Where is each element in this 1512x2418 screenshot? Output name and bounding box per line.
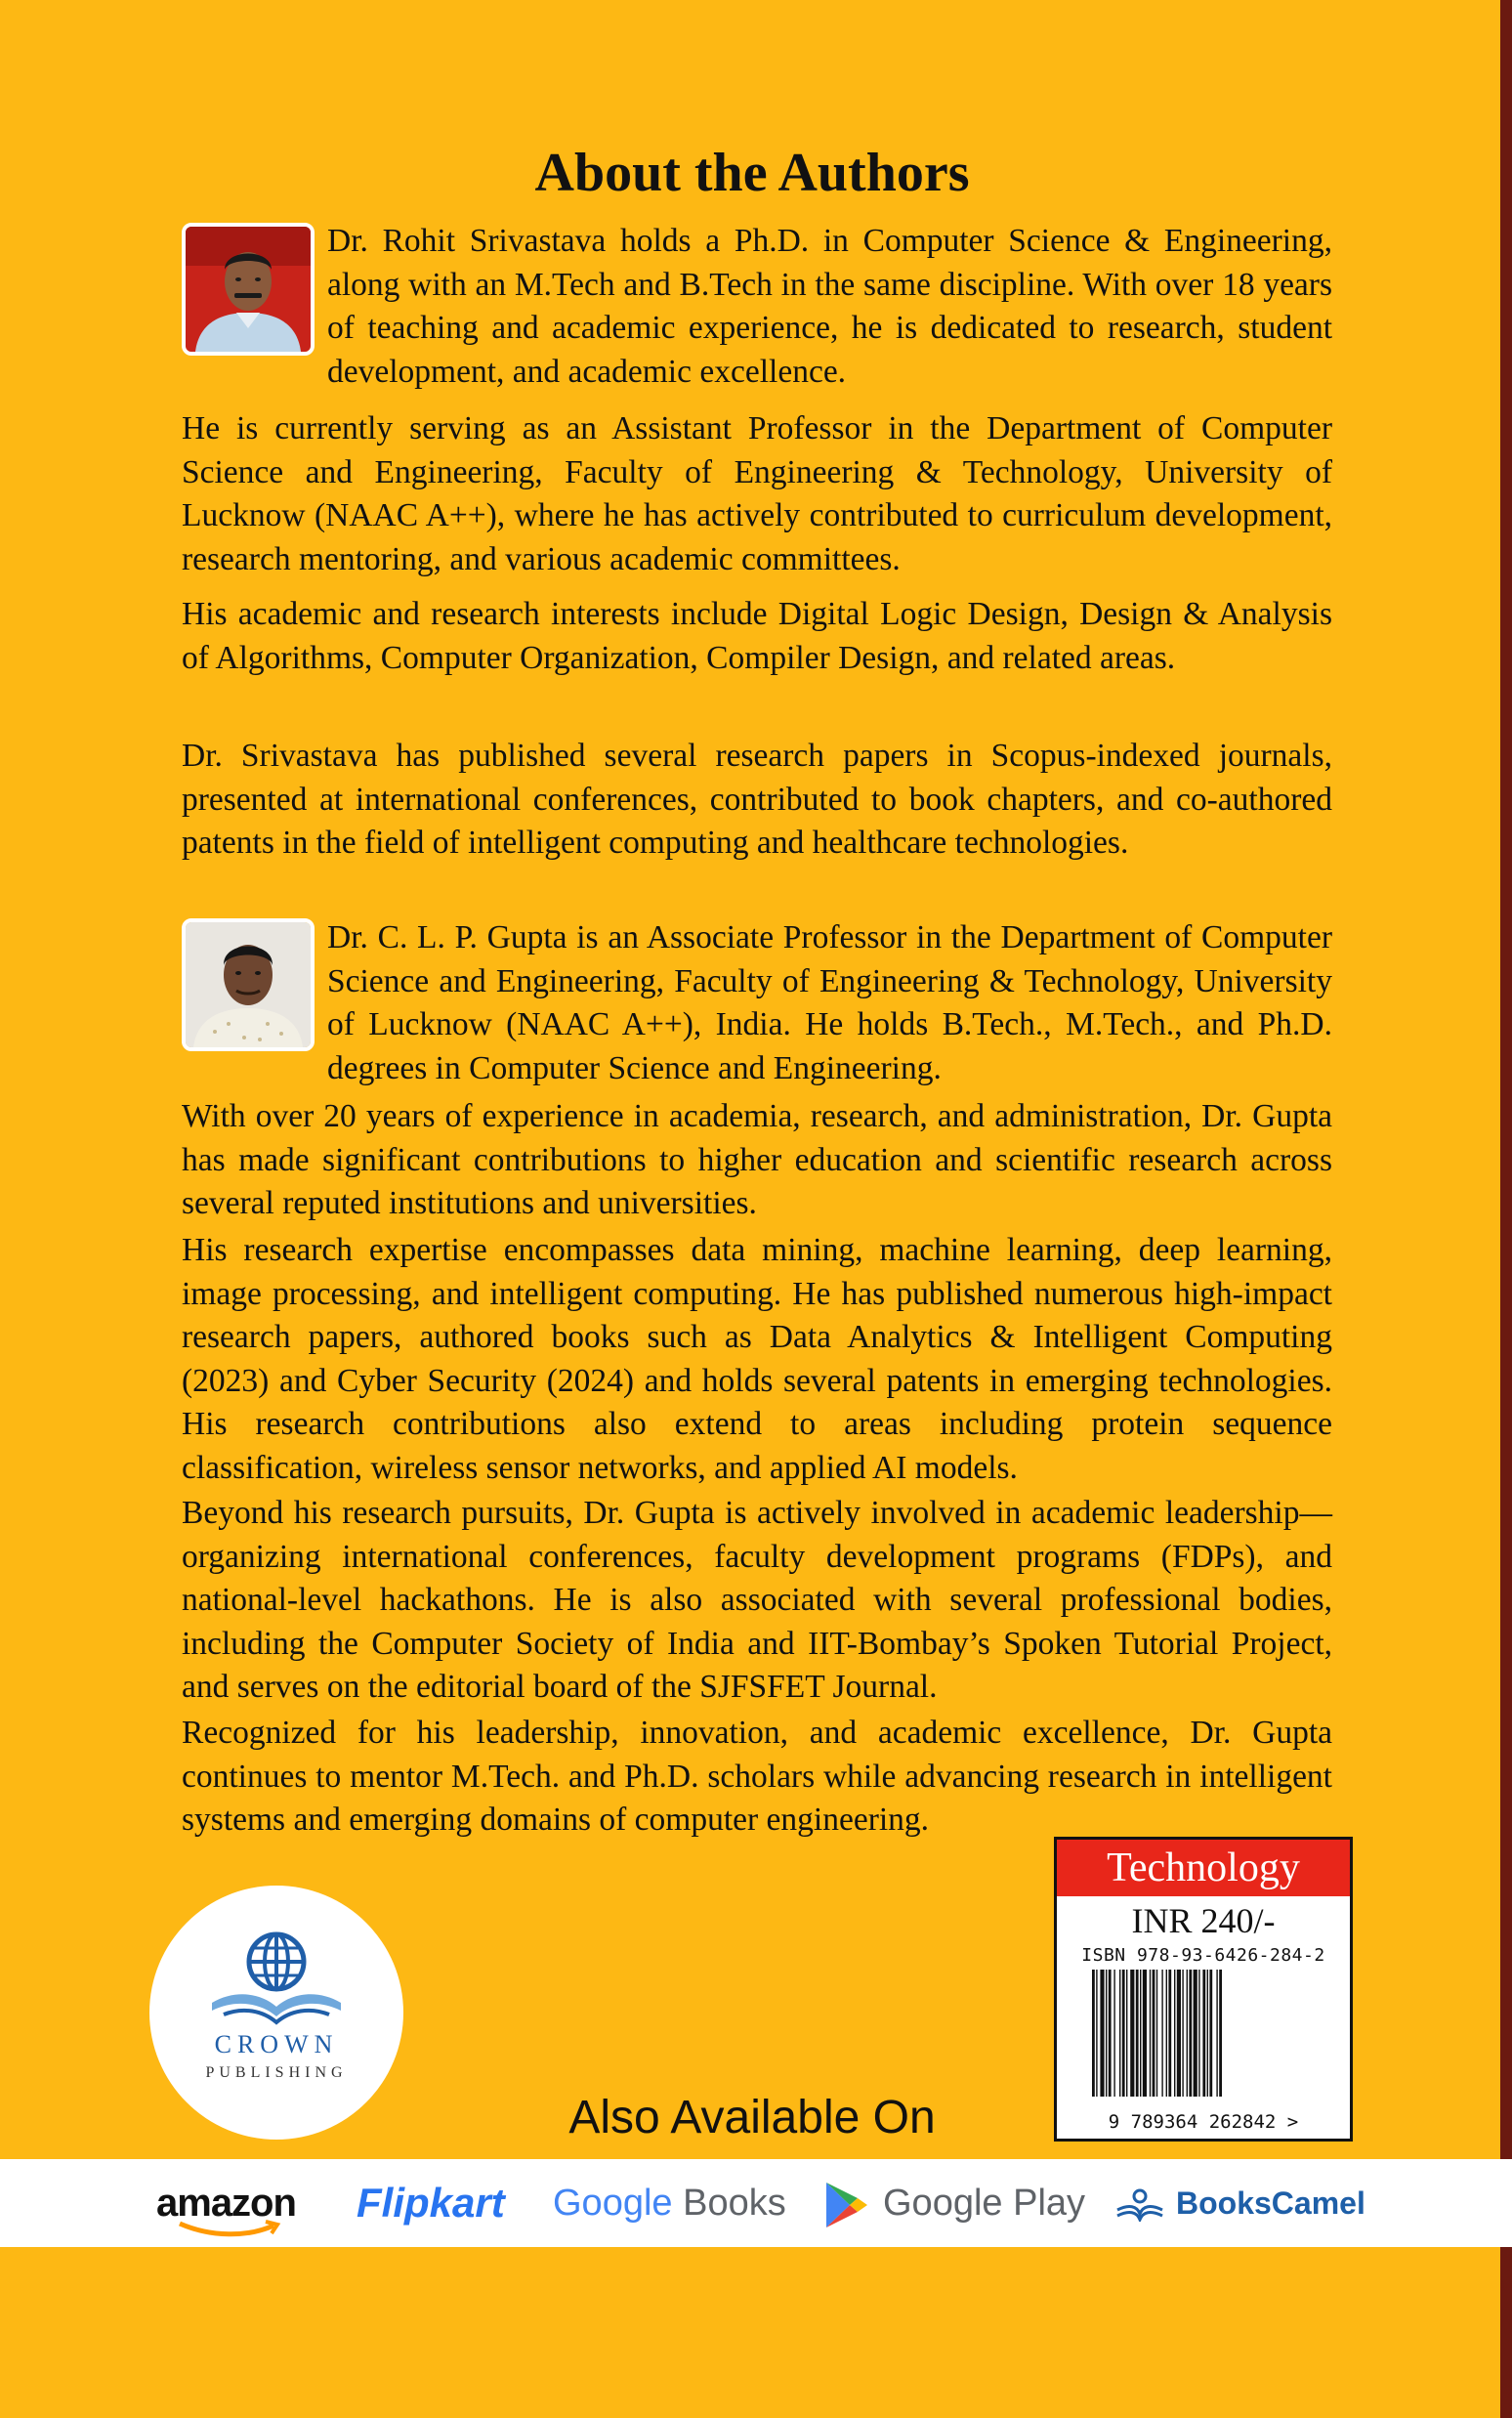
- barcode-bar: [1207, 1970, 1208, 2097]
- barcode-bar: [1161, 1970, 1162, 2097]
- barcode-bar: [1182, 1970, 1183, 2097]
- barcode-bar: [1130, 1970, 1134, 2097]
- author2-bio-leadership: Beyond his research pursuits, Dr. Gupta is actively involved in academic leadership—organizing international conferences, faculty development programs (FDPs), and national-level hackathons. He is also associated with several professional bodies, including the Computer Society of India and IIT-Bombay’s Spoken Tutorial Project, and serves on the editorial board of the SJFSFET Journal.: [182, 1495, 1332, 1705]
- availability-label: Also Available On: [568, 2092, 936, 2143]
- barcode-bar: [1189, 1970, 1192, 2097]
- price-label: INR 240/-: [1131, 1901, 1276, 1940]
- google-play-icon: [822, 2181, 869, 2229]
- barcode-bar: [1194, 1970, 1197, 2097]
- author2-bio-recognition: Recognized for his leadership, innovation, and academic excellence, Dr. Gupta continues to mentor M.Tech. and Ph.D. scholars while advancing research in intelligent systems and emerging domains of computer engineering.: [182, 1715, 1332, 1838]
- barcode-bar: [1092, 1970, 1095, 2097]
- isbn-label: ISBN 978-93-6426-284-2: [1081, 1945, 1325, 1966]
- amazon-smile-icon: [176, 2220, 283, 2237]
- barcode-bar: [1209, 1970, 1212, 2097]
- barcode-bar: [1126, 1970, 1127, 2097]
- author2-bio-intro: Dr. C. L. P. Gupta is an Associate Professor in the Department of Computer Science and Engineering, Faculty of Engineering & Technology, University of Lucknow (NAAC A++), India. He holds B.Tech., M.Tech., and Ph.D. degrees in Computer Science and Engineering.: [327, 919, 1332, 1086]
- barcode-bar: [1100, 1970, 1104, 2097]
- author1-bio-publications: Dr. Srivastava has published several research papers in Scopus-indexed journals, presented at international conferences, contributed to book chapters, and co-authored patents in the field of intelligent computing and healthcare technologies.: [182, 738, 1332, 861]
- google-play-label: Google Play: [883, 2183, 1086, 2224]
- barcode-bar: [1096, 1970, 1097, 2097]
- publisher-subtitle: PUBLISHING: [205, 2064, 348, 2081]
- publisher-name: CROWN: [214, 2030, 339, 2058]
- barcode-bar: [1109, 1970, 1112, 2097]
- barcode-bar: [1187, 1970, 1188, 2097]
- barcode-bar: [1202, 1970, 1205, 2097]
- spine-edge: [1500, 0, 1512, 2418]
- author2-photo: [182, 918, 315, 1051]
- barcode-bar: [1198, 1970, 1199, 2097]
- store-flipkart[interactable]: Flipkart: [357, 2180, 505, 2226]
- author1-bio-interests: His academic and research interests include Digital Logic Design, Design & Analysis of Algorithms, Computer Organization, Compiler Design, and related areas.: [182, 596, 1332, 676]
- barcode-bar: [1168, 1970, 1171, 2097]
- barcode-bar: [1140, 1970, 1141, 2097]
- store-google-play[interactable]: [822, 2159, 1085, 2247]
- open-book-icon: [1113, 2186, 1166, 2222]
- barcode-bar: [1174, 1970, 1175, 2097]
- barcode-bar: [1136, 1970, 1139, 2097]
- store-amazon[interactable]: [156, 2159, 296, 2247]
- edge-tab: [1502, 2185, 1512, 2227]
- barcode-bar: [1219, 1970, 1222, 2097]
- author1-portrait-icon: [186, 227, 311, 352]
- barcode-bar: [1106, 1970, 1107, 2097]
- barcode-bar: [1153, 1970, 1155, 2097]
- store-google-books[interactable]: [553, 2159, 786, 2247]
- author2-portrait-icon: [186, 922, 311, 1047]
- author2-bio-experience: With over 20 years of experience in academia, research, and administration, Dr. Gupta has made significant contributions to higher education and scientific research across several reputed institutions and universities.: [182, 1098, 1332, 1221]
- author1-photo: [182, 223, 315, 356]
- globe-book-icon: [206, 1925, 347, 2032]
- barcode: [1086, 1970, 1321, 2101]
- page-heading: About the Authors: [534, 143, 970, 203]
- barcode-bar: [1177, 1970, 1181, 2097]
- google-books-wordmark: Google: [553, 2183, 673, 2224]
- bookscamel-label: BooksCamel: [1176, 2185, 1365, 2221]
- category-label: Technology: [1057, 1840, 1350, 1896]
- google-books-suffix: Books: [672, 2183, 786, 2224]
- barcode-bar: [1113, 1970, 1114, 2097]
- barcode-bar: [1216, 1970, 1217, 2097]
- barcode-bar: [1166, 1970, 1167, 2097]
- store-band: [0, 2159, 1512, 2247]
- store-bookscamel[interactable]: [1113, 2159, 1365, 2247]
- author1-bio-intro: Dr. Rohit Srivastava holds a Ph.D. in Computer Science & Engineering, along with an M.Tech and B.Tech in the same discipline. With over 18 years of teaching and academic experience, he is dedicated to research, student development, and academic excellence.: [327, 223, 1332, 390]
- amazon-wordmark: amazon: [156, 2182, 296, 2225]
- barcode-bar: [1122, 1970, 1125, 2097]
- barcode-bar: [1150, 1970, 1151, 2097]
- author1-bio-position: He is currently serving as an Assistant Professor in the Department of Computer Science and Engineering, Faculty of Engineering & Technology, University of Lucknow (NAAC A++), where he has actively contributed to curriculum development, research mentoring, and various academic committees.: [182, 410, 1332, 577]
- barcode-bar: [1156, 1970, 1157, 2097]
- author2-bio-research: His research expertise encompasses data mining, machine learning, deep learning, image processing, and intelligent computing. He has published numerous high-impact research papers, authored books such as Data Analytics & Intelligent Computing (2023) and Cyber Security (2024) and holds several patents in emerging technologies. His research contributions also extend to areas including protein sequence classification, wireless sensor networks, and applied AI models.: [182, 1232, 1332, 1486]
- barcode-number: 9 789364 262842 >: [1108, 2111, 1299, 2133]
- barcode-bar: [1143, 1970, 1147, 2097]
- barcode-bar: [1119, 1970, 1120, 2097]
